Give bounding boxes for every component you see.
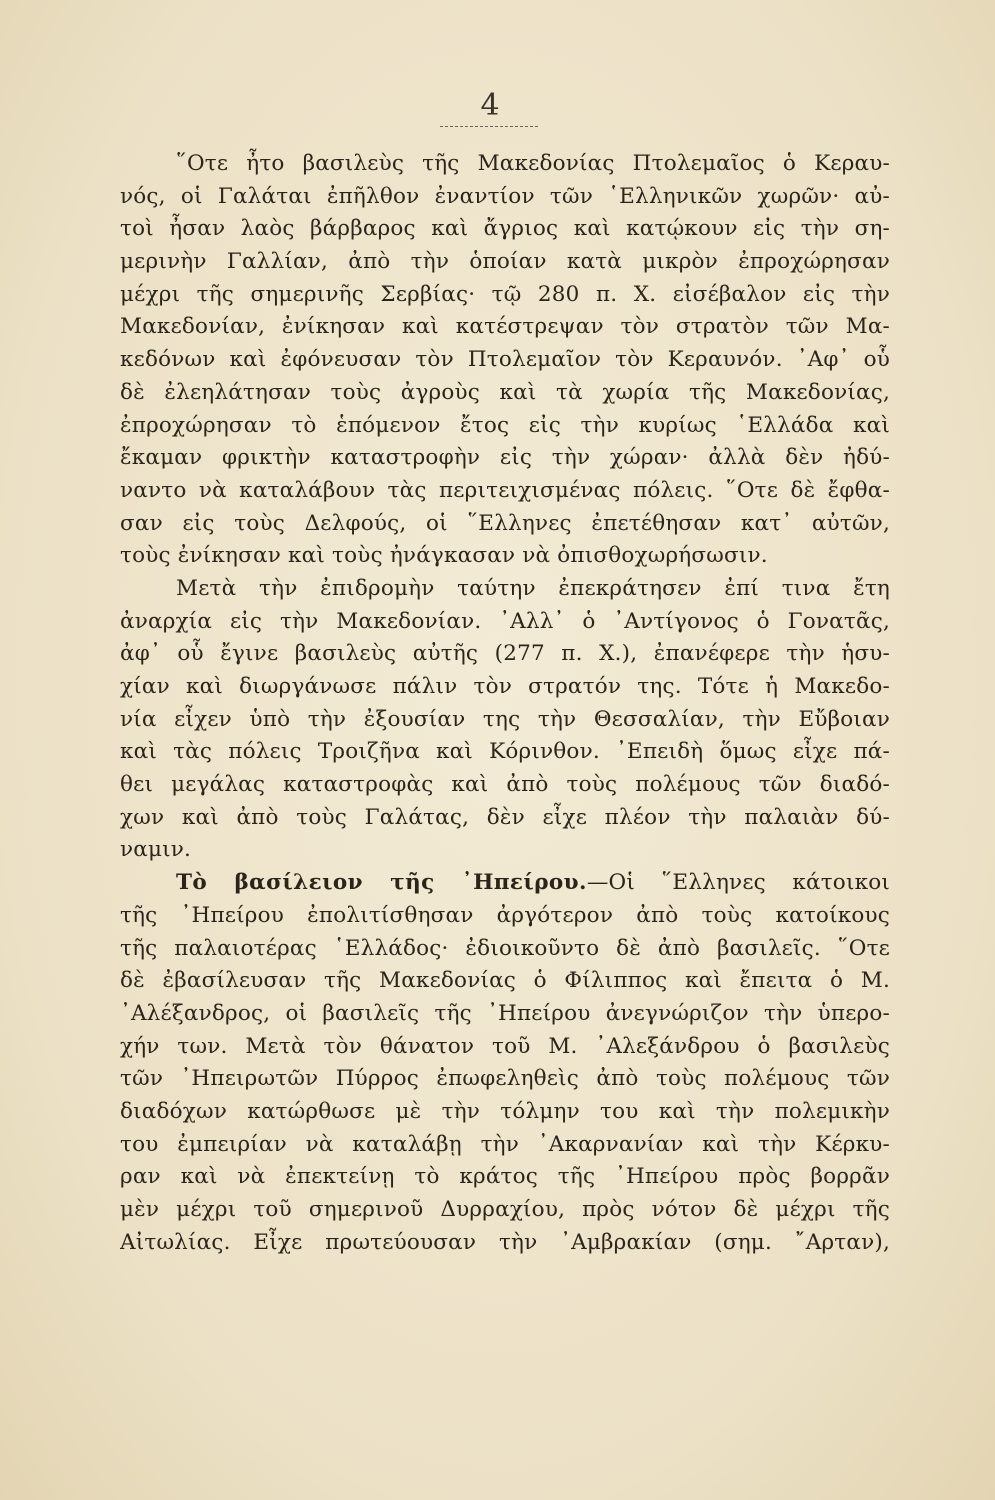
text-line: τῆς παλαιοτέρας ῾Ελλάδος· ἐδιοικοῦντο δὲ ἀπὸ βασιλεῖς. ῞Οτε — [120, 935, 890, 961]
text-line: κεδόνων καὶ ἐφόνευσαν τὸν Πτολεμαῖον τὸν Κεραυνόν. ᾿Αφ᾿ οὗ — [120, 347, 890, 373]
text-line: Αἰτωλίας. Εἶχε πρωτεύουσαν τὴν ᾿Αμβρακίαν (σημ. ῎Αρταν), — [120, 1229, 890, 1255]
heading-line-rest: —Οἱ ῞Ελληνες κάτοικοι — [586, 870, 890, 896]
text-line: ναντο νὰ καταλάβουν τὰς περιτειχισμένας πόλεις. ῞Οτε δὲ ἔφθα- — [120, 477, 890, 503]
text-line: τοὺς ἐνίκησαν καὶ τοὺς ἠνάγκασαν νὰ ὀπισθοχωρήσωσιν. — [120, 543, 768, 569]
text-line: ραν καὶ νὰ ἐπεκτείνῃ τὸ κράτος τῆς ᾿Ηπείρου πρὸς βορρᾶν — [120, 1164, 890, 1190]
text-line: χήν των. Μετὰ τὸν θάνατον τοῦ Μ. ᾿Αλεξάνδρου ὁ βασιλεὺς — [120, 1033, 890, 1059]
text-line: ἀναρχία εἰς τὴν Μακεδονίαν. ᾿Αλλ᾿ ὁ ᾿Αντίγονος ὁ Γονατᾶς, — [120, 608, 890, 634]
text-line: ἐπροχώρησαν τὸ ἑπόμενον ἔτος εἰς τὴν κυρίως ῾Ελλάδα καὶ — [120, 412, 890, 438]
text-line: τοὶ ἦσαν λαὸς βάρβαρος καὶ ἄγριος καὶ κατῴκουν εἰς τὴν ση- — [120, 216, 890, 242]
text-line: ᾿Αλέξανδρος, οἱ βασιλεῖς τῆς ᾿Ηπείρου ἀνεγνώριζον τὴν ὑπερο- — [120, 1000, 890, 1026]
text-line: θει μεγάλας καταστροφὰς καὶ ἀπὸ τοὺς πολέμους τῶν διαδό- — [120, 772, 890, 798]
text-line: νός, οἱ Γαλάται ἐπῆλθον ἐναντίον τῶν ῾Ελληνικῶν χωρῶν· αὐ- — [120, 183, 890, 209]
section-heading-line — [120, 867, 890, 900]
text-line: ναμιν. — [120, 837, 192, 863]
paragraph-1 — [120, 148, 890, 573]
text-line: Μακεδονίαν, ἐνίκησαν καὶ κατέστρεψαν τὸν στρατὸν τῶν Μα- — [120, 314, 890, 340]
text-line: του ἐμπειρίαν νὰ καταλάβῃ τὴν ᾿Ακαρνανίαν καὶ τὴν Κέρκυ- — [120, 1131, 890, 1157]
section-heading: Τὸ βασίλειον τῆς ᾿Ηπείρου. — [176, 870, 587, 896]
text-line: χίαν καὶ διωργάνωσε πάλιν τὸν στρατόν της. Τότε ἡ Μακεδο- — [120, 674, 890, 699]
text-line: τῶν ᾿Ηπειρωτῶν Πύρρος ἐπωφεληθεὶς ἀπὸ τοὺς πολέμους τῶν — [120, 1066, 890, 1092]
text-line: νία εἶχεν ὑπὸ τὴν ἐξουσίαν της τὴν Θεσσαλίαν, τὴν Εὔβοιαν — [120, 706, 890, 732]
header-rule — [440, 126, 538, 127]
paragraph-2 — [120, 573, 890, 867]
text-line: ἀφ᾿ οὗ ἔγινε βασιλεὺς αὐτῆς (277 π. Χ.), ἐπανέφερε τὴν ἡσυ- — [120, 641, 890, 667]
text-line: μερινὴν Γαλλίαν, ἀπὸ τὴν ὁποίαν κατὰ μικρὸν ἐπροχώρησαν — [120, 249, 890, 275]
text-line: δὲ ἐβασίλευσαν τῆς Μακεδονίας ὁ Φίλιππος καὶ ἔπειτα ὁ Μ. — [120, 968, 890, 994]
text-line: καὶ τὰς πόλεις Τροιζῆνα καὶ Κόρινθον. ᾿Επειδὴ ὅμως εἶχε πά- — [120, 739, 890, 765]
text-line: σαν εἰς τοὺς Δελφούς, οἱ ῞Ελληνες ἐπετέθησαν κατ᾿ αὐτῶν, — [120, 510, 890, 536]
page-number: 4 — [480, 88, 500, 123]
body-text — [120, 148, 890, 1259]
text-line: διαδόχων κατώρθωσε μὲ τὴν τόλμην του καὶ τὴν πολεμικὴν — [120, 1098, 890, 1124]
paragraph-3 — [120, 867, 890, 1259]
text-line: τῆς ᾿Ηπείρου ἐπολιτίσθησαν ἀργότερον ἀπὸ τοὺς κατοίκους — [120, 902, 890, 928]
text-line: Μετὰ τὴν ἐπιδρομὴν ταύτην ἐπεκράτησεν ἐπί τινα ἔτη — [176, 575, 890, 601]
text-line: ῞Οτε ἦτο βασιλεὺς τῆς Μακεδονίας Πτολεμαῖος ὁ Κεραυ- — [176, 151, 890, 176]
text-line: μέχρι τῆς σημερινῆς Σερβίας· τῷ 280 π. Χ. εἰσέβαλον εἰς τὴν — [120, 281, 890, 307]
text-line: ἔκαμαν φρικτὴν καταστροφὴν εἰς τὴν χώραν· ἀλλὰ δὲν ἠδύ- — [120, 445, 890, 471]
text-line: χων καὶ ἀπὸ τοὺς Γαλάτας, δὲν εἶχε πλέον τὴν παλαιὰν δύ- — [120, 804, 890, 830]
text-line: μὲν μέχρι τοῦ σημερινοῦ Δυρραχίου, πρὸς νότον δὲ μέχρι τῆς — [120, 1197, 890, 1222]
text-line: δὲ ἐλεηλάτησαν τοὺς ἀγροὺς καὶ τὰ χωρία τῆς Μακεδονίας, — [120, 379, 890, 405]
